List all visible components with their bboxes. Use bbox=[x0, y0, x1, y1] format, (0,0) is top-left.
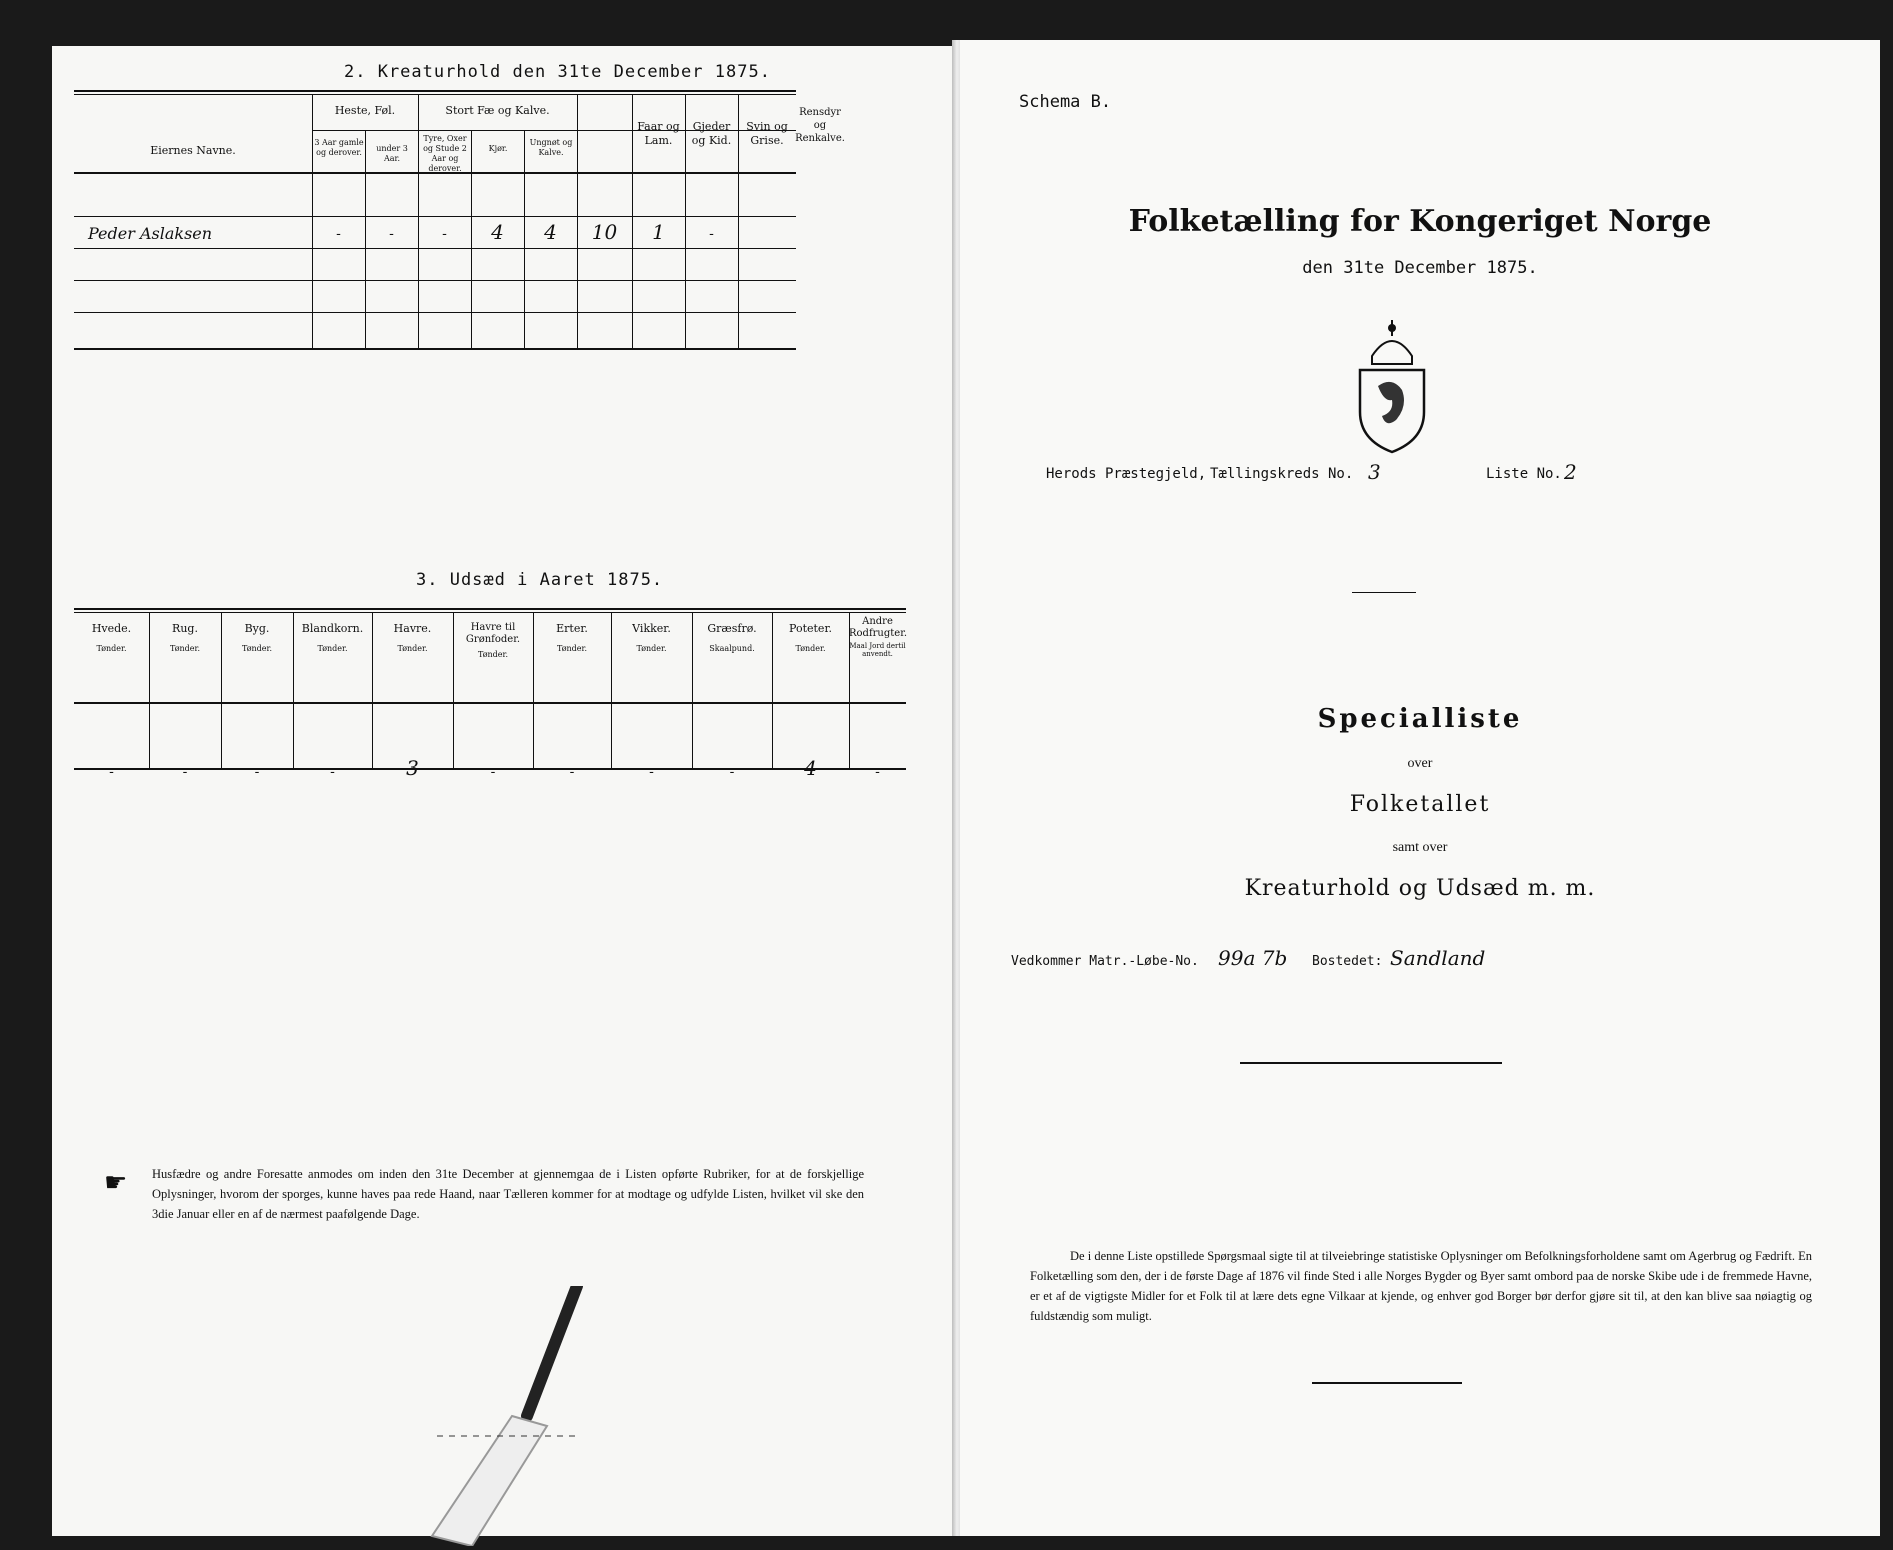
cell-heste-1: - bbox=[336, 226, 341, 242]
folketallet-title: Folketallet bbox=[1349, 792, 1491, 817]
krets-label: Tællingskreds No. bbox=[1210, 466, 1354, 482]
udsaed-col-havre-gronfoder: Havre til Grønfoder. bbox=[465, 622, 521, 645]
cell-stort-2: 4 bbox=[491, 220, 504, 244]
group-stort-header: Stort Fæ og Kalve. bbox=[445, 104, 550, 117]
col-svin-header: Svin og Grise. bbox=[746, 120, 788, 147]
udsaed-val-poteter: 4 bbox=[804, 756, 817, 780]
footer-text: De i denne Liste opstillede Spørgsmaal sigte til at tilveiebringe statistiske Oplysninger om Befolkningsforholdene samt om Agerbrug og Fædrift. En Folketælling som den, der i de første Dage af 1876 vil finde Sted i alle Norges Bygder og Byer samt ombord paa de norske Skibe ude i de fremmede Havne, er et af de vigtigste Midler for et Folk til at lære dets egne Vilkaar at kjende, og enhver god Borger bør derfor gjøre sit til, at den kan blive saa nøiagtig og fuldstændig som muligt. bbox=[1030, 1249, 1812, 1323]
bosted-value: Sandland bbox=[1390, 946, 1486, 970]
col-rensdyr-header: Rensdyr og Renkalve. bbox=[795, 107, 845, 144]
udsaed-val-erter: - bbox=[569, 764, 575, 780]
samt-over-label: samt over bbox=[1392, 840, 1448, 855]
udsaed-val-havre: 3 bbox=[406, 756, 419, 780]
matr-value: 99a 7b bbox=[1218, 946, 1288, 970]
col-stort-3-header: Ungnøt og Kalve. bbox=[529, 138, 573, 157]
udsaed-col-vikker: Vikker. bbox=[632, 622, 671, 635]
udsaed-col-andre: Andre Rodfrugter. bbox=[849, 616, 908, 639]
liste-value: 2 bbox=[1564, 460, 1577, 484]
over-label: over bbox=[1407, 756, 1433, 771]
col-stort-1-header: Tyre, Oxer og Stude 2 Aar og derover. bbox=[423, 134, 467, 173]
udsaed-val-graesfro: - bbox=[729, 764, 735, 780]
cell-svin: - bbox=[709, 226, 714, 242]
notice-text: Husfædre og andre Foresatte anmodes om inden den 31te December at gjennemgaa de i Listen opførte Rubriker, for at de forskjellige Oplysninger, hvorom der sporges, kunne haves paa rede Haand, naar Tælleren kommer for at modtage og udfylde Listen, hvilket vil ske den 3die Januar eller en af de nærmest paafølgende Dage. bbox=[152, 1167, 864, 1221]
udsaed-col-graesfro: Græsfrø. bbox=[707, 622, 757, 635]
matr-label: Vedkommer Matr.-Løbe-No. bbox=[1011, 954, 1199, 969]
udsaed-col-byg: Byg. bbox=[244, 622, 270, 635]
cell-stort-1: - bbox=[442, 226, 447, 242]
specialliste-title: Specialliste bbox=[1317, 704, 1523, 734]
main-title: Folketælling for Kongeriget Norge bbox=[1128, 204, 1712, 239]
liste-label: Liste No. bbox=[1486, 466, 1562, 482]
pencil-icon bbox=[377, 1286, 637, 1546]
kreaturhold-title: 2. Kreaturhold den 31te December 1875. bbox=[344, 62, 771, 82]
coat-of-arms-icon bbox=[1342, 316, 1442, 456]
udsaed-title: 3. Udsæd i Aaret 1875. bbox=[416, 570, 664, 590]
udsaed-col-blandkorn: Blandkorn. bbox=[301, 622, 364, 635]
col-faar-header: Faar og Lam. bbox=[637, 120, 680, 147]
udsaed-val-havre-gronfoder: - bbox=[490, 764, 496, 780]
census-date: den 31te December 1875. bbox=[1302, 258, 1538, 278]
udsaed-col-erter: Erter. bbox=[556, 622, 588, 635]
krets-value: 3 bbox=[1368, 460, 1381, 484]
cell-stort-3: 4 bbox=[544, 220, 557, 244]
udsaed-col-rug: Rug. bbox=[172, 622, 198, 635]
udsaed-val-hvede: - bbox=[109, 764, 114, 780]
col-gjeder-header: Gjeder og Kid. bbox=[691, 120, 732, 147]
udsaed-val-byg: - bbox=[254, 764, 260, 780]
prestegjeld-label: Herods Præstegjeld, bbox=[1046, 466, 1207, 482]
group-heste-header: Heste, Føl. bbox=[334, 104, 396, 117]
bosted-label: Bostedet: bbox=[1312, 954, 1383, 969]
udsaed-val-andre: - bbox=[875, 764, 880, 780]
pointing-hand-icon: ☛ bbox=[104, 1168, 128, 1198]
cell-heste-2: - bbox=[389, 226, 394, 242]
cell-gjeder: 1 bbox=[652, 220, 665, 244]
col-heste-2-header: under 3 Aar. bbox=[376, 144, 408, 163]
col-owner-header: Eiernes Navne. bbox=[150, 144, 236, 157]
col-stort-2-header: Kjør. bbox=[488, 144, 508, 153]
udsaed-val-blandkorn: - bbox=[330, 764, 335, 780]
left-page: 2. Kreaturhold den 31te December 1875. Eiernes Navne. Heste, Føl. 3 Aar gamle og derover. under 3 Aar. Stort Fæ og Kalve. Tyre, Oxer og Stude 2 Aar og derover. Kjør. Ungnøt og Kalve. Faar og Lam. Gjeder og Kid. Svin og Grise. Rensdyr og Renkalve. Peder Aslaksen - - - 4 4 10 1 - 3. Udsæd i Aaret 1875. Hvede. Tønder. Rug. Tønder. Byg. Tønder. Blandkorn. Tønder. Havre. Tønder. Havre til Grønfoder. Tønder. Erter. Tønder. Vikker. Tønder. Græsfrø. Skaalpund. Poteter. Tønder. Andre Rodfrugter. Maal Jord dertil anvendt. - - - - 3 - - - - 4 - ☛ Husfædre og andre Foresatte anmodes om inden den 31te December at gjennemgaa de i Listen opførte Rubriker, for at de forskjellige Oplysninger, hvorom der sporges, kunne haves paa rede Haand, naar Tælleren kommer for at modtage og udfylde Listen, hvilket vil ske den 3die Januar eller en af de nærmest paafølgende Dage. bbox=[52, 46, 958, 1536]
owner-name: Peder Aslaksen bbox=[88, 224, 213, 243]
right-page bbox=[960, 40, 1880, 1536]
col-heste-1-header: 3 Aar gamle og derover. bbox=[314, 138, 364, 157]
udsaed-col-hvede: Hvede. bbox=[91, 622, 132, 635]
cell-faar: 10 bbox=[591, 220, 618, 244]
schema-label: Schema B. bbox=[1019, 92, 1112, 112]
udsaed-col-poteter: Poteter. bbox=[789, 622, 832, 635]
udsaed-col-havre: Havre. bbox=[393, 622, 432, 635]
udsaed-val-vikker: - bbox=[649, 764, 654, 780]
kreaturhold-subtitle: Kreaturhold og Udsæd m. m. bbox=[1244, 876, 1596, 901]
udsaed-val-rug: - bbox=[182, 764, 188, 780]
